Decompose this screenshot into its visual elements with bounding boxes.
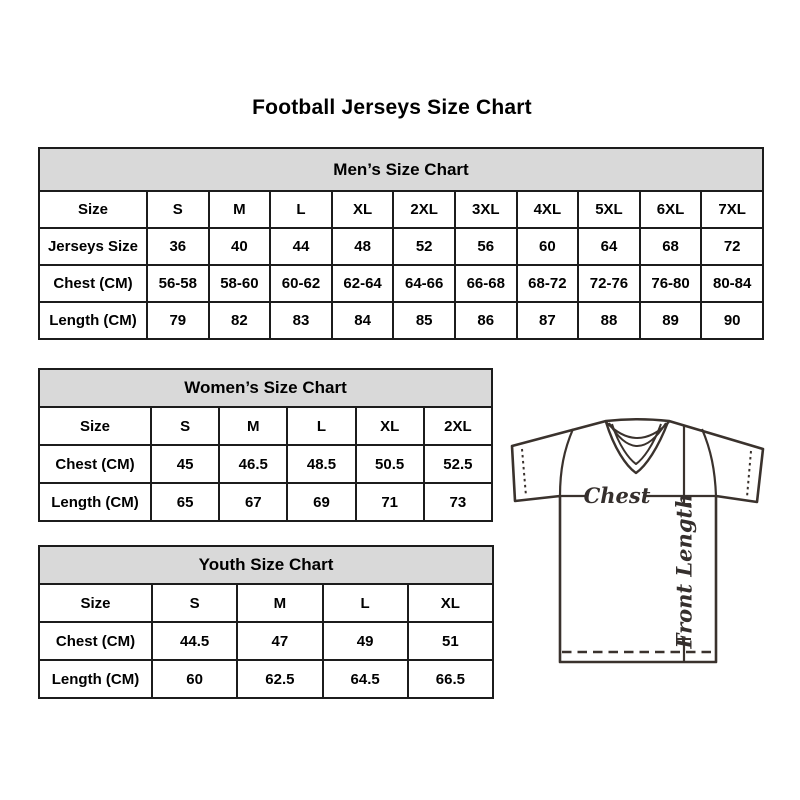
table-cell: 56 <box>455 228 517 265</box>
table-cell: S <box>147 191 209 228</box>
table-cell: 90 <box>701 302 763 339</box>
row-label-cell: Chest (CM) <box>39 445 151 483</box>
table-cell: 52.5 <box>424 445 492 483</box>
table-cell: 64.5 <box>323 660 408 698</box>
table-cell: 72-76 <box>578 265 640 302</box>
table-cell: 76-80 <box>640 265 702 302</box>
table-cell: 67 <box>219 483 287 521</box>
womens-size-table <box>38 368 493 522</box>
table-cell: 64 <box>578 228 640 265</box>
mens-size-table <box>38 147 764 340</box>
table-cell: M <box>219 407 287 445</box>
table-cell: 72 <box>701 228 763 265</box>
table-cell: 89 <box>640 302 702 339</box>
youth-size-table <box>38 545 494 699</box>
jersey-measurement-diagram <box>495 398 785 683</box>
table-cell: 73 <box>424 483 492 521</box>
table-cell: 64-66 <box>393 265 455 302</box>
table-cell: 56-58 <box>147 265 209 302</box>
table-cell: 2XL <box>393 191 455 228</box>
table-cell: 66.5 <box>408 660 493 698</box>
table-row <box>39 302 763 339</box>
table-row <box>39 445 492 483</box>
table-row <box>39 191 763 228</box>
table-row <box>39 369 492 407</box>
table-cell: 3XL <box>455 191 517 228</box>
table-cell: 45 <box>151 445 219 483</box>
row-label-cell: Jerseys Size <box>39 228 147 265</box>
row-label-cell: Size <box>39 191 147 228</box>
youth-table-title: Youth Size Chart <box>39 546 493 584</box>
table-row <box>39 660 493 698</box>
table-cell: L <box>323 584 408 622</box>
table-cell: 87 <box>517 302 579 339</box>
table-cell: 66-68 <box>455 265 517 302</box>
table-cell: 36 <box>147 228 209 265</box>
table-cell: M <box>209 191 271 228</box>
table-cell: M <box>237 584 322 622</box>
table-cell: 60-62 <box>270 265 332 302</box>
table-row <box>39 407 492 445</box>
chest-label: Chest <box>583 483 651 508</box>
table-cell: 2XL <box>424 407 492 445</box>
table-cell: 68-72 <box>517 265 579 302</box>
row-label-cell: Size <box>39 584 152 622</box>
table-cell: 51 <box>408 622 493 660</box>
row-label-cell: Chest (CM) <box>39 622 152 660</box>
table-cell: S <box>152 584 237 622</box>
table-row <box>39 228 763 265</box>
table-cell: 40 <box>209 228 271 265</box>
table-cell: 86 <box>455 302 517 339</box>
jersey-outline <box>512 419 763 662</box>
table-cell: 83 <box>270 302 332 339</box>
table-cell: 48 <box>332 228 394 265</box>
table-cell: 69 <box>287 483 355 521</box>
front-length-label: Front Length <box>671 493 697 649</box>
table-cell: 88 <box>578 302 640 339</box>
table-row <box>39 148 763 191</box>
table-cell: 5XL <box>578 191 640 228</box>
womens-table-title: Women’s Size Chart <box>39 369 492 407</box>
table-cell: 80-84 <box>701 265 763 302</box>
table-cell: 60 <box>152 660 237 698</box>
row-label-cell: Length (CM) <box>39 302 147 339</box>
table-cell: 82 <box>209 302 271 339</box>
table-cell: 50.5 <box>356 445 424 483</box>
mens-table-title: Men’s Size Chart <box>39 148 763 191</box>
table-cell: 6XL <box>640 191 702 228</box>
table-row <box>39 265 763 302</box>
table-row <box>39 483 492 521</box>
row-label-cell: Size <box>39 407 151 445</box>
table-cell: 65 <box>151 483 219 521</box>
table-cell: 4XL <box>517 191 579 228</box>
table-cell: 62.5 <box>237 660 322 698</box>
row-label-cell: Length (CM) <box>39 483 151 521</box>
table-cell: 85 <box>393 302 455 339</box>
table-cell: 79 <box>147 302 209 339</box>
table-cell: S <box>151 407 219 445</box>
table-cell: 47 <box>237 622 322 660</box>
table-row <box>39 622 493 660</box>
table-row <box>39 546 493 584</box>
row-label-cell: Length (CM) <box>39 660 152 698</box>
table-cell: XL <box>356 407 424 445</box>
page-title: Football Jerseys Size Chart <box>252 96 532 119</box>
table-cell: L <box>287 407 355 445</box>
row-label-cell: Chest (CM) <box>39 265 147 302</box>
table-cell: 48.5 <box>287 445 355 483</box>
table-cell: 44 <box>270 228 332 265</box>
table-cell: 71 <box>356 483 424 521</box>
table-cell: 7XL <box>701 191 763 228</box>
table-cell: L <box>270 191 332 228</box>
table-row <box>39 584 493 622</box>
table-cell: 46.5 <box>219 445 287 483</box>
table-cell: XL <box>332 191 394 228</box>
table-cell: 84 <box>332 302 394 339</box>
table-cell: 68 <box>640 228 702 265</box>
table-cell: 44.5 <box>152 622 237 660</box>
table-cell: 62-64 <box>332 265 394 302</box>
table-cell: 52 <box>393 228 455 265</box>
table-cell: 49 <box>323 622 408 660</box>
table-cell: 60 <box>517 228 579 265</box>
table-cell: XL <box>408 584 493 622</box>
table-cell: 58-60 <box>209 265 271 302</box>
